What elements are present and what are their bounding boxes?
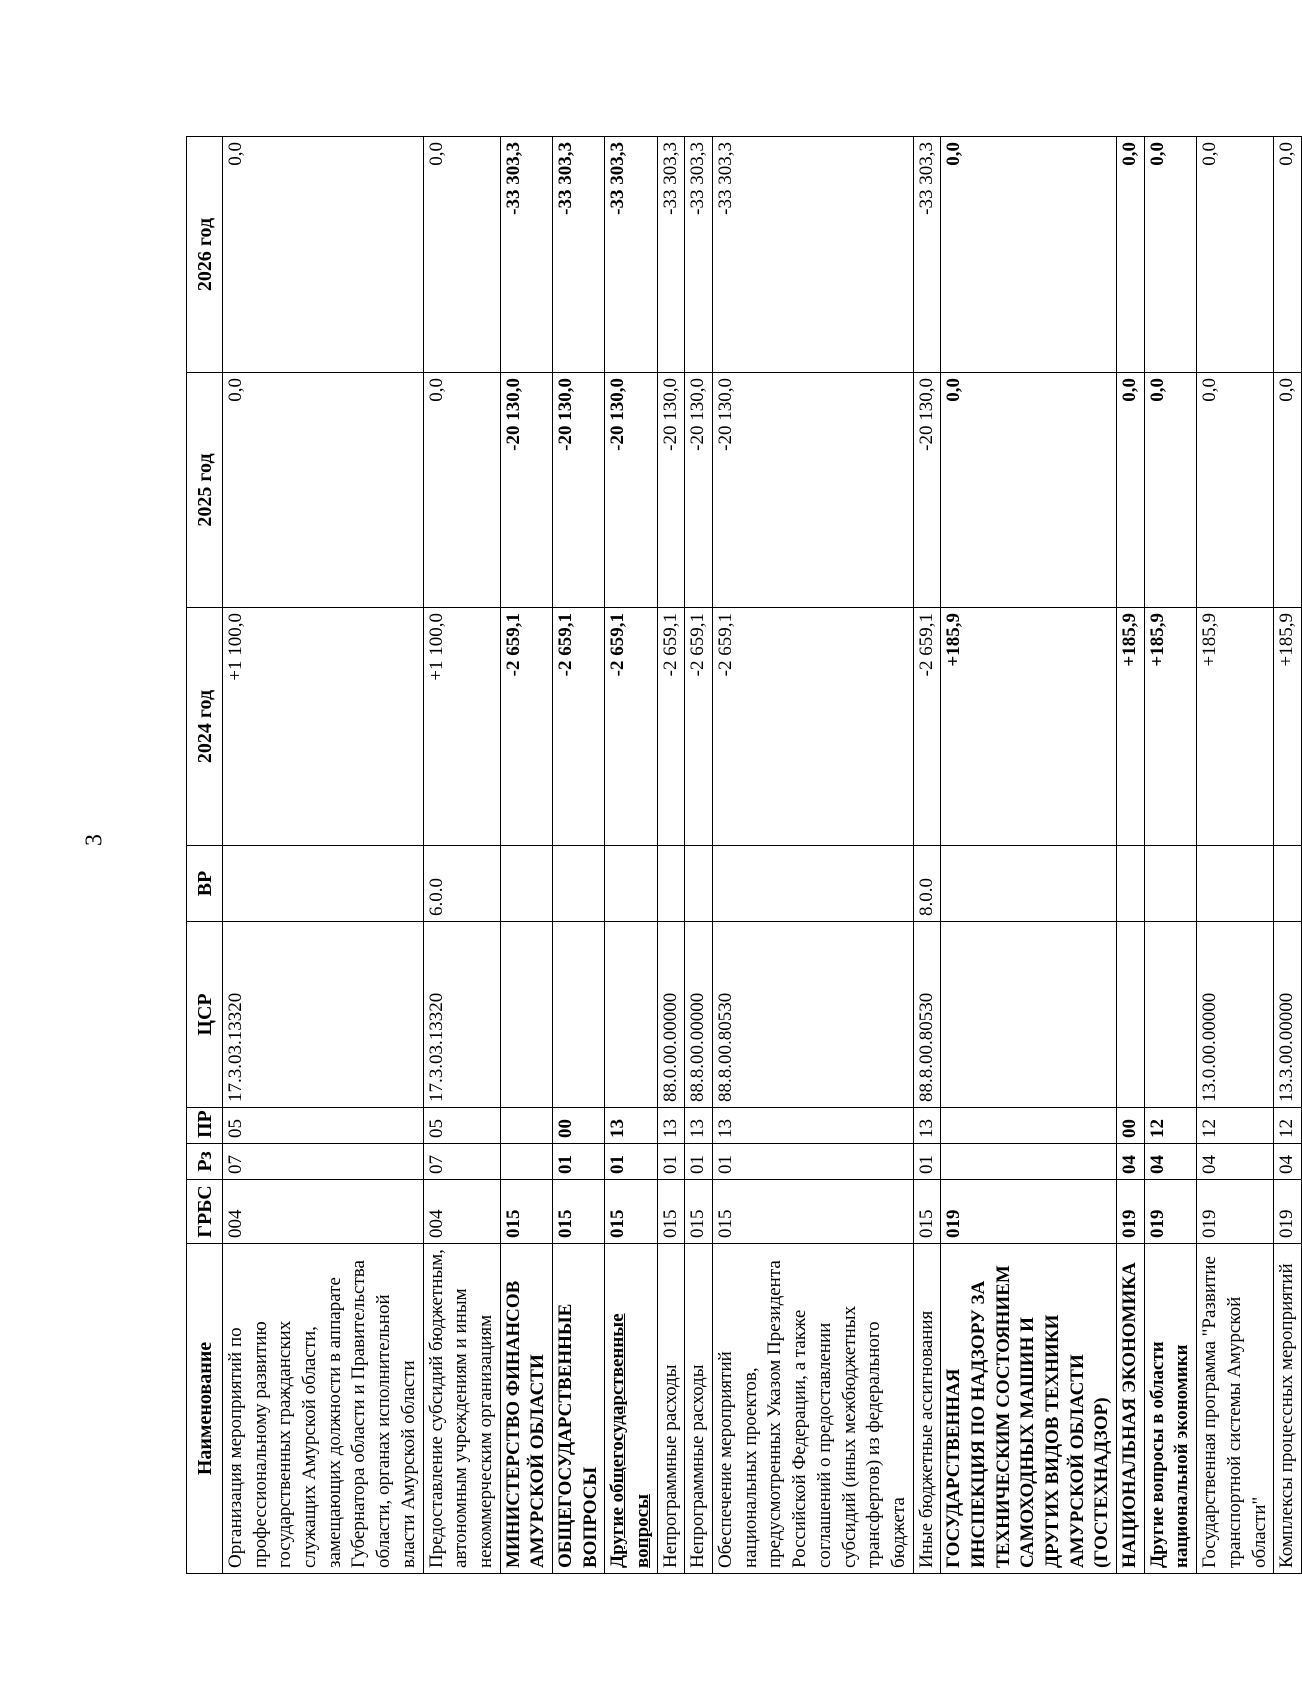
cell-rz: 01	[913, 1144, 941, 1180]
cell-csr: 88.8.00.80530	[713, 922, 914, 1108]
cell-2026: 0,0	[423, 137, 500, 373]
cell-pr: 12	[1144, 1108, 1196, 1144]
cell-name: Организация мероприятий по профессиональному развитию государственных гражданских служащих Амурской области, замещающих должности в аппарате Губернатора области и Правительства области, органах исполнительной власти Амурской области	[223, 1244, 424, 1574]
cell-2025: 0,0	[223, 373, 424, 608]
cell-csr	[552, 922, 604, 1108]
cell-pr	[500, 1108, 552, 1144]
cell-2025: 0,0	[423, 373, 500, 608]
cell-pr: 12	[1197, 1108, 1274, 1144]
cell-grbs: 015	[605, 1180, 657, 1244]
cell-name: ГОСУДАРСТВЕННАЯ ИНСПЕКЦИЯ ПО НАДЗОРУ ЗА ТЕХНИЧЕСКИМ СОСТОЯНИЕМ САМОХОДНЫХ МАШИН И ДРУГИХ ВИДОВ ТЕХНИКИ АМУРСКОЙ ОБЛАСТИ (ГОСТЕХНАДЗОР)	[941, 1244, 1117, 1574]
cell-pr: 13	[713, 1108, 914, 1144]
cell-2025: -20 130,0	[685, 373, 713, 608]
header-grbs: ГРБС	[187, 1180, 223, 1244]
cell-csr	[1144, 922, 1196, 1108]
cell-vr	[500, 846, 552, 922]
cell-vr: 6.0.0	[423, 846, 500, 922]
cell-vr	[685, 846, 713, 922]
cell-name: НАЦИОНАЛЬНАЯ ЭКОНОМИКА	[1117, 1244, 1145, 1574]
table-row	[423, 137, 500, 1574]
cell-grbs: 019	[1197, 1180, 1274, 1244]
cell-2026: 0,0	[1274, 137, 1302, 373]
cell-2024: +185,9	[1117, 608, 1145, 846]
cell-grbs: 015	[552, 1180, 604, 1244]
cell-rz: 07	[223, 1144, 424, 1180]
cell-pr: 13	[657, 1108, 685, 1144]
table-row	[941, 137, 1117, 1574]
budget-table	[186, 136, 1302, 1574]
cell-rz	[941, 1144, 1117, 1180]
cell-grbs: 015	[713, 1180, 914, 1244]
cell-2025: -20 130,0	[500, 373, 552, 608]
cell-vr	[1117, 846, 1145, 922]
table-row	[500, 137, 552, 1574]
cell-csr: 13.0.00.00000	[1197, 922, 1274, 1108]
cell-2025: -20 130,0	[913, 373, 941, 608]
cell-csr	[605, 922, 657, 1108]
header-2025: 2025 год	[187, 373, 223, 608]
cell-name: Комплексы процессных мероприятий	[1274, 1244, 1302, 1574]
header-2024: 2024 год	[187, 608, 223, 846]
header-name: Наименование	[187, 1244, 223, 1574]
header-rz: Рз	[187, 1144, 223, 1180]
cell-grbs: 015	[685, 1180, 713, 1244]
cell-rz: 01	[685, 1144, 713, 1180]
cell-csr: 13.3.00.00000	[1274, 922, 1302, 1108]
cell-pr: 13	[913, 1108, 941, 1144]
cell-vr	[1274, 846, 1302, 922]
cell-2025: -20 130,0	[605, 373, 657, 608]
header-vr: ВР	[187, 846, 223, 922]
cell-grbs: 015	[657, 1180, 685, 1244]
cell-2025: 0,0	[1197, 373, 1274, 608]
cell-grbs: 019	[1274, 1180, 1302, 1244]
cell-grbs: 015	[913, 1180, 941, 1244]
cell-2024: +1 100,0	[423, 608, 500, 846]
cell-rz	[500, 1144, 552, 1180]
header-pr: ПР	[187, 1108, 223, 1144]
table-row	[713, 137, 914, 1574]
cell-rz: 01	[552, 1144, 604, 1180]
table-header-row	[187, 137, 223, 1574]
cell-2026: 0,0	[223, 137, 424, 373]
cell-name: Иные бюджетные ассигнования	[913, 1244, 941, 1574]
cell-csr	[1117, 922, 1145, 1108]
cell-pr: 12	[1274, 1108, 1302, 1144]
cell-2026: -33 303,3	[685, 137, 713, 373]
cell-csr: 88.0.00.00000	[657, 922, 685, 1108]
cell-2025: -20 130,0	[552, 373, 604, 608]
cell-2024: +185,9	[1144, 608, 1196, 846]
cell-vr: 8.0.0	[913, 846, 941, 922]
cell-2024: -2 659,1	[552, 608, 604, 846]
cell-pr: 05	[423, 1108, 500, 1144]
cell-vr	[1144, 846, 1196, 922]
cell-2024: +1 100,0	[223, 608, 424, 846]
cell-2024: -2 659,1	[657, 608, 685, 846]
cell-pr	[941, 1108, 1117, 1144]
table-row	[1274, 137, 1302, 1574]
cell-csr: 17.3.03.13320	[223, 922, 424, 1108]
cell-rz: 04	[1197, 1144, 1274, 1180]
table-row	[685, 137, 713, 1574]
cell-2024: -2 659,1	[605, 608, 657, 846]
cell-rz: 01	[657, 1144, 685, 1180]
cell-pr: 13	[605, 1108, 657, 1144]
cell-vr	[713, 846, 914, 922]
cell-pr: 05	[223, 1108, 424, 1144]
cell-vr	[941, 846, 1117, 922]
cell-2024: -2 659,1	[713, 608, 914, 846]
cell-vr	[605, 846, 657, 922]
cell-2025: 0,0	[941, 373, 1117, 608]
cell-grbs: 019	[1117, 1180, 1145, 1244]
table-row	[223, 137, 424, 1574]
cell-rz: 04	[1117, 1144, 1145, 1180]
header-csr: ЦСР	[187, 922, 223, 1108]
cell-name: Предоставление субсидий бюджетным, автономным учреждениям и иным некоммерческим организациям	[423, 1244, 500, 1574]
cell-vr	[657, 846, 685, 922]
cell-rz: 04	[1144, 1144, 1196, 1180]
cell-name: ОБЩЕГОСУДАРСТВЕННЫЕ ВОПРОСЫ	[552, 1244, 604, 1574]
cell-vr	[1197, 846, 1274, 922]
cell-grbs: 004	[223, 1180, 424, 1244]
cell-pr: 13	[685, 1108, 713, 1144]
budget-table-container	[186, 137, 1298, 1574]
cell-2024: -2 659,1	[500, 608, 552, 846]
cell-2026: 0,0	[941, 137, 1117, 373]
cell-2024: -2 659,1	[913, 608, 941, 846]
cell-pr: 00	[1117, 1108, 1145, 1144]
cell-vr	[223, 846, 424, 922]
cell-csr: 88.8.00.80530	[913, 922, 941, 1108]
cell-name: Непрограммные расходы	[685, 1244, 713, 1574]
cell-rz: 01	[605, 1144, 657, 1180]
cell-rz: 07	[423, 1144, 500, 1180]
cell-2026: -33 303,3	[657, 137, 685, 373]
cell-2026: -33 303,3	[913, 137, 941, 373]
cell-2024: +185,9	[1274, 608, 1302, 846]
cell-2024: -2 659,1	[685, 608, 713, 846]
cell-rz: 01	[713, 1144, 914, 1180]
cell-2025: 0,0	[1117, 373, 1145, 608]
cell-2025: -20 130,0	[657, 373, 685, 608]
cell-name: Государственная программа "Развитие транспортной системы Амурской области"	[1197, 1244, 1274, 1574]
cell-2026: -33 303,3	[713, 137, 914, 373]
cell-csr: 17.3.03.13320	[423, 922, 500, 1108]
cell-vr	[552, 846, 604, 922]
cell-2026: 0,0	[1117, 137, 1145, 373]
cell-rz: 04	[1274, 1144, 1302, 1180]
cell-2025: 0,0	[1274, 373, 1302, 608]
cell-2024: +185,9	[941, 608, 1117, 846]
cell-name: Другие вопросы в области национальной экономики	[1144, 1244, 1196, 1574]
cell-pr: 00	[552, 1108, 604, 1144]
cell-csr: 88.8.00.00000	[685, 922, 713, 1108]
cell-2024: +185,9	[1197, 608, 1274, 846]
table-row	[1144, 137, 1196, 1574]
cell-name: Непрограммные расходы	[657, 1244, 685, 1574]
table-row	[1197, 137, 1274, 1574]
cell-csr	[500, 922, 552, 1108]
cell-2026: -33 303,3	[500, 137, 552, 373]
header-2026: 2026 год	[187, 137, 223, 373]
cell-grbs: 019	[941, 1180, 1117, 1244]
table-row	[657, 137, 685, 1574]
cell-grbs: 004	[423, 1180, 500, 1244]
cell-2026: -33 303,3	[605, 137, 657, 373]
cell-2026: 0,0	[1197, 137, 1274, 373]
table-row	[1117, 137, 1145, 1574]
cell-grbs: 015	[500, 1180, 552, 1244]
cell-name: МИНИСТЕРСТВО ФИНАНСОВ АМУРСКОЙ ОБЛАСТИ	[500, 1244, 552, 1574]
cell-grbs: 019	[1144, 1180, 1196, 1244]
table-row	[552, 137, 604, 1574]
cell-2025: 0,0	[1144, 373, 1196, 608]
cell-name: Другие общегосударственные вопросы	[605, 1244, 657, 1574]
table-row	[913, 137, 941, 1574]
cell-csr	[941, 922, 1117, 1108]
cell-2026: 0,0	[1144, 137, 1196, 373]
page-number: 3	[81, 834, 108, 846]
cell-2025: -20 130,0	[713, 373, 914, 608]
cell-2026: -33 303,3	[552, 137, 604, 373]
table-row	[605, 137, 657, 1574]
cell-name: Обеспечение мероприятий национальных проектов, предусмотренных Указом Президента Российской Федерации, а также соглашений о предоставлении субсидий (иных межбюджетных трансфертов) из федерального бюджета	[713, 1244, 914, 1574]
